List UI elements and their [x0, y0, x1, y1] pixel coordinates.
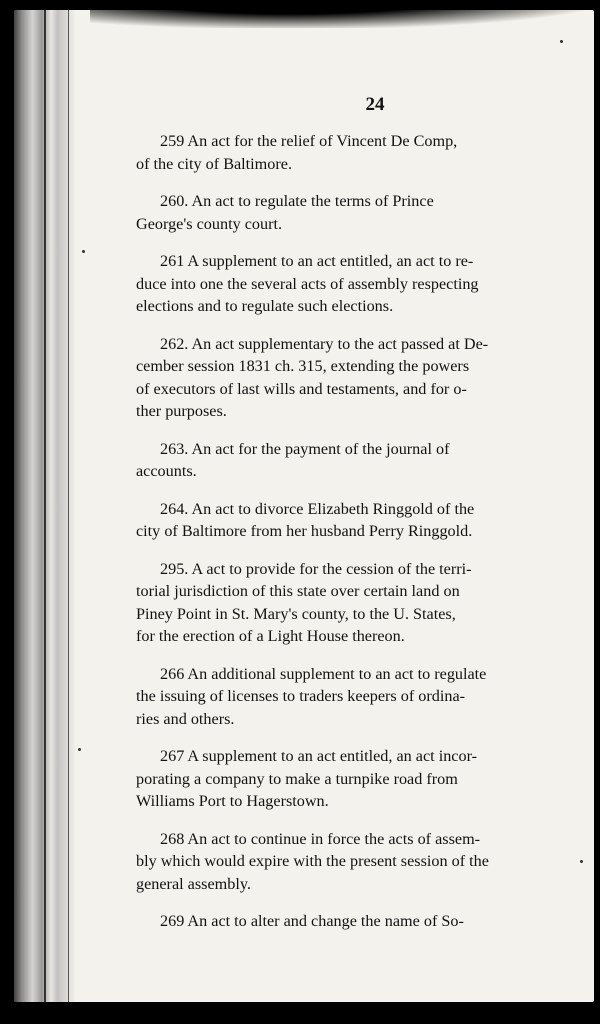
- entry-text-line: elections and to regulate such elections.: [136, 297, 394, 315]
- entry-text-line: duce into one the several acts of assembly respecting: [136, 274, 479, 293]
- entry-text-line: for the erection of a Light House thereon.: [136, 627, 405, 645]
- entry-text-line: 260. An act to regulate the terms of Prince: [160, 192, 434, 210]
- entry-text-line: 263. An act for the payment of the journal of: [160, 439, 450, 458]
- act-list: [136, 130, 566, 948]
- page-number: 24: [365, 94, 385, 115]
- entry-text-line: porating a company to make a turnpike road from: [136, 769, 458, 788]
- act-entry: [136, 438, 566, 483]
- torn-top-edge: [90, 0, 590, 28]
- entry-text-line: 259 An act for the relief of Vincent De Comp,: [160, 132, 458, 150]
- entry-text-line: 295. A act to provide for the cession of the terri-: [160, 559, 472, 578]
- entry-text-line: city of Baltimore from her husband Perry Ringgold.: [136, 522, 473, 540]
- entry-text-line: ther purposes.: [136, 402, 227, 420]
- entry-text-line: of executors of last wills and testaments, and for o-: [136, 379, 467, 398]
- act-entry: [136, 910, 566, 933]
- entry-text-line: 268 An act to continue in force the acts of assem-: [160, 829, 481, 848]
- entry-text-line: cember session 1831 ch. 315, extending the powers: [136, 357, 470, 375]
- entry-text-line: the issuing of licenses to traders keepers of ordina-: [136, 687, 466, 705]
- entry-text-line: 269 An act to alter and change the name of So-: [160, 912, 464, 930]
- act-entry: [136, 745, 566, 813]
- ink-speck: [82, 250, 85, 253]
- entry-text-line: 266 An additional supplement to an act to regulate: [160, 664, 487, 683]
- entry-text-line: accounts.: [136, 462, 197, 480]
- act-entry: [136, 828, 566, 896]
- entry-text-line: 262. An act supplementary to the act passed at De-: [160, 334, 489, 353]
- entry-text-line: Williams Port to Hagerstown.: [136, 792, 329, 810]
- act-entry: [136, 333, 566, 423]
- gutter-shadow-line: [44, 10, 46, 1002]
- ink-speck: [78, 748, 81, 751]
- gutter-shadow-line: [68, 10, 69, 1002]
- entry-text-line: torial jurisdiction of this state over certain land on: [136, 582, 460, 600]
- entry-text-line: general assembly.: [136, 874, 251, 893]
- ink-speck: [560, 40, 563, 43]
- act-entry: [136, 498, 566, 543]
- entry-text-line: 264. An act to divorce Elizabeth Ringgold of the: [160, 499, 475, 518]
- ink-speck: [580, 860, 583, 863]
- act-entry: [136, 190, 566, 235]
- entry-text-line: ries and others.: [136, 709, 235, 728]
- act-entry: [136, 663, 566, 731]
- entry-text-line: 267 A supplement to an act entitled, an act incor-: [160, 747, 478, 765]
- entry-text-line: 261 A supplement to an act entitled, an act to re-: [160, 252, 474, 270]
- entry-text-line: George's county court.: [136, 214, 283, 233]
- entry-text-line: Piney Point in St. Mary's county, to the U. States,: [136, 604, 456, 623]
- entry-text-line: of the city of Baltimore.: [136, 154, 292, 173]
- act-entry: [136, 250, 566, 318]
- act-entry: [136, 558, 566, 648]
- entry-text-line: bly which would expire with the present session of the: [136, 852, 489, 870]
- act-entry: [136, 130, 566, 175]
